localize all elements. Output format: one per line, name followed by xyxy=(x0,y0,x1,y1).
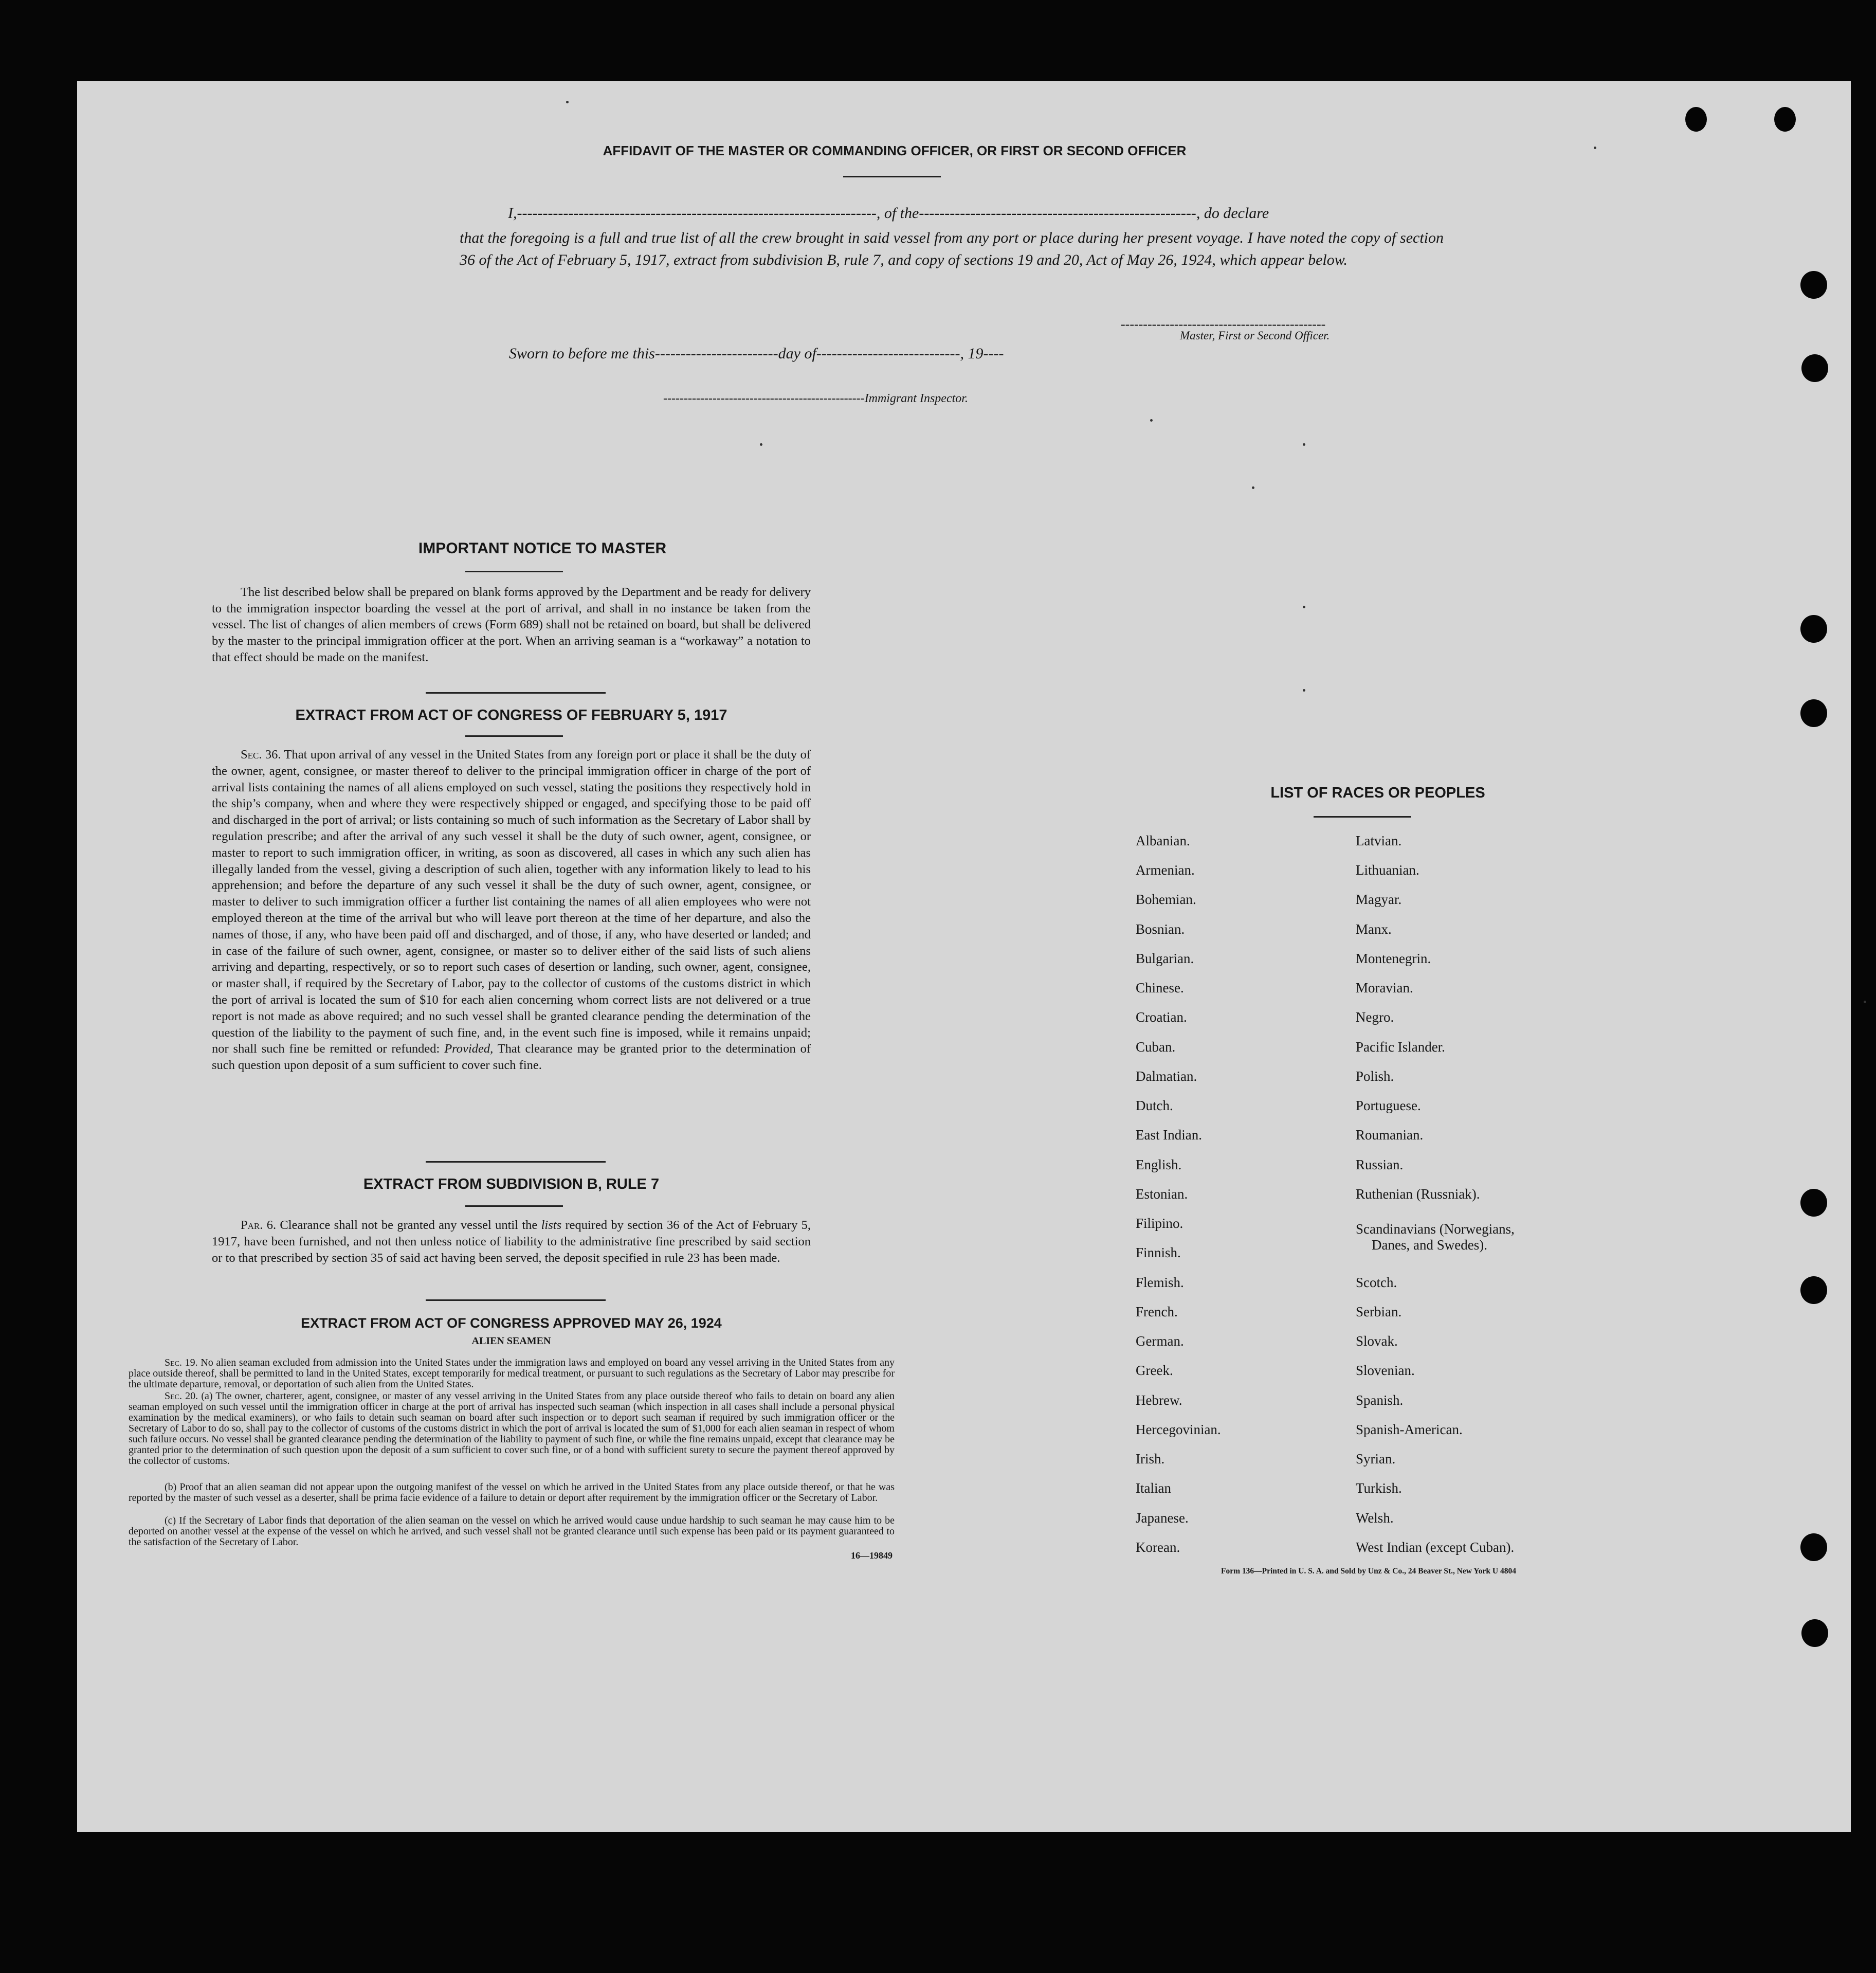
notice-text: The list described below shall be prepared on blank forms approved by the Department and be ready for delivery to the immigration inspector boarding the vessel at the port of arrival, and shall in no instance be taken from the vessel. The list of changes of alien members of crews (Form 689) shall not be retained on board, but shall be delivered by the master to the principal immigration officer at the port. When an arriving seaman is a “workaway” a notation to that effect should be made on the manifest. xyxy=(212,585,811,664)
speck xyxy=(1303,606,1305,608)
alien-seamen-subtitle: ALIEN SEAMEN xyxy=(471,1335,551,1347)
affidavit-title: AFFIDAVIT OF THE MASTER OR COMMANDING OFFICER, OR FIRST OR SECOND OFFICER xyxy=(603,143,1187,158)
punch-hole xyxy=(1685,107,1707,132)
affidavit-title-rule xyxy=(843,176,941,177)
extract-1917-text xyxy=(212,747,811,1074)
sec20a-text xyxy=(129,1391,895,1467)
race-item: Portuguese. xyxy=(1356,1098,1421,1113)
form-footer-note: Form 136—Printed in U. S. A. and Sold by Unz & Co., 24 Beaver St., New York U 4804 xyxy=(1221,1567,1516,1576)
race-item: Japanese. xyxy=(1136,1510,1189,1526)
name-blank: ---------------------------------------------------------------------- xyxy=(517,205,877,222)
rule7-body-b: required by section 36 of the Act of February 5, 1917, have been furnished, and not then unless notice of liability to the administrative fine prescribed by said section or to that prescribed by section 35 of said act having been served, the deposit specified in rule 23 has been made. xyxy=(212,1218,811,1265)
sec36-label: Sec. 36. xyxy=(241,748,281,762)
sec36-end: That clearance may be granted prior to the determination of such question upon deposit of a sum sufficient to cover such fine. xyxy=(212,1042,811,1073)
race-item: Flemish. xyxy=(1136,1275,1184,1290)
punch-hole xyxy=(1801,1619,1828,1647)
inspector-label: Immigrant Inspector. xyxy=(864,392,968,405)
punch-hole xyxy=(1800,1189,1827,1217)
race-item: Ruthenian (Russniak). xyxy=(1356,1186,1480,1202)
race-item: Polish. xyxy=(1356,1069,1394,1084)
race-item: Scandinavians (Norwegians, xyxy=(1356,1221,1515,1237)
race-item: Montenegrin. xyxy=(1356,951,1431,966)
race-item: Syrian. xyxy=(1356,1451,1396,1467)
signature-label: Master, First or Second Officer. xyxy=(1180,329,1330,342)
month-blank: ---------------------------- xyxy=(816,345,960,362)
race-item: German. xyxy=(1136,1333,1184,1349)
race-item: Croatian. xyxy=(1136,1009,1187,1025)
sec19-label: Sec. 19. xyxy=(165,1357,198,1368)
race-item: Irish. xyxy=(1136,1451,1165,1467)
race-item: Serbian. xyxy=(1356,1304,1402,1319)
lists-word: lists xyxy=(541,1218,562,1232)
race-item: Bohemian. xyxy=(1136,892,1196,907)
race-item: West Indian (except Cuban). xyxy=(1356,1540,1515,1555)
race-item: Bulgarian. xyxy=(1136,951,1194,966)
race-item: Dutch. xyxy=(1136,1098,1173,1113)
sworn-year: , 19---- xyxy=(960,345,1004,362)
race-item: Welsh. xyxy=(1356,1510,1394,1526)
speck xyxy=(1252,486,1254,489)
race-item: Pacific Islander. xyxy=(1356,1039,1445,1055)
affidavit-do-declare: , do declare xyxy=(1196,205,1269,222)
race-item: Manx. xyxy=(1356,921,1392,937)
speck xyxy=(1864,1001,1866,1003)
inspector-line xyxy=(663,392,1126,406)
speck xyxy=(566,101,569,103)
provided-word: Provided, xyxy=(444,1042,494,1056)
form-code: 16—19849 xyxy=(851,1550,893,1561)
par6-label: Par. 6. xyxy=(241,1218,277,1232)
signature-line: ---------------------------------------------- xyxy=(1121,317,1326,332)
race-item: Hebrew. xyxy=(1136,1392,1182,1408)
notice-title: IMPORTANT NOTICE TO MASTER xyxy=(418,540,667,557)
rule7-body-a: Clearance shall not be granted any vessel until the xyxy=(280,1218,538,1232)
affidavit-i: I, xyxy=(508,205,517,222)
extract-1917-title: EXTRACT FROM ACT OF CONGRESS OF FEBRUARY 5, 1917 xyxy=(295,707,727,723)
affidavit-text: that the foregoing is a full and true list of all the crew brought in said vessel from any port or place during her present voyage. I have noted the copy of section 36 of the Act of February 5, 1917, extract from subdivision B, rule 7, and copy of sections 19 and 20, Act of May 26, 1924, which appear below. xyxy=(460,229,1444,268)
race-item: Magyar. xyxy=(1356,892,1402,907)
affidavit-of-the: , of the xyxy=(876,205,919,222)
punch-hole xyxy=(1774,107,1796,132)
race-item: Slovak. xyxy=(1356,1333,1398,1349)
race-item: Armenian. xyxy=(1136,862,1195,878)
speck xyxy=(1150,419,1153,422)
race-item: Slovenian. xyxy=(1356,1363,1415,1378)
race-item: Spanish-American. xyxy=(1356,1422,1463,1437)
rule7-title: EXTRACT FROM SUBDIVISION B, RULE 7 xyxy=(363,1176,660,1192)
sec19-body: No alien seaman excluded from admission into the United States under the immigration laws and employed on board any vessel arriving in the United States from any place outside thereof, shall be permitted to land in the United States, except temporarily for medical treatment, or pursuant to such regulations as the Secretary of Labor may prescribe for the ultimate departure, removal, or deportation of such alien from the United States. xyxy=(129,1357,895,1390)
extract-1917-rule xyxy=(465,735,563,737)
races-title-rule xyxy=(1314,816,1411,818)
sworn-day: day of xyxy=(778,345,816,362)
notice-end-rule xyxy=(426,692,606,694)
race-item: Scotch. xyxy=(1356,1275,1397,1290)
rule7-end-rule xyxy=(426,1299,606,1301)
race-item: Roumanian. xyxy=(1356,1127,1424,1143)
sec19-text xyxy=(129,1357,895,1390)
vessel-blank: ------------------------------------------------------ xyxy=(919,205,1196,222)
race-item: Bosnian. xyxy=(1136,921,1185,937)
race-item: Moravian. xyxy=(1356,980,1413,995)
punch-hole xyxy=(1801,354,1828,382)
punch-hole xyxy=(1800,1533,1827,1561)
speck xyxy=(1303,689,1305,692)
race-item: Dalmatian. xyxy=(1136,1069,1197,1084)
race-item: Hercegovinian. xyxy=(1136,1422,1221,1437)
punch-hole xyxy=(1800,1276,1827,1304)
rule7-rule xyxy=(465,1205,563,1207)
affidavit-declare-line xyxy=(508,205,1444,222)
sec20b-text: (b) Proof that an alien seaman did not appear upon the outgoing manifest of the vessel on which he arrived in the United States from any place outside thereof, or that he was reported by the master of such vessel as a deserter, shall be prima facie evidence of a failure to detain or deport after requirement by the immigration officer or the Secretary of Labor. xyxy=(129,1481,895,1504)
sec36-body: That upon arrival of any vessel in the United States from any foreign port or place it shall be the duty of the owner, agent, consignee, or master thereof to deliver to the principal immigration officer in charge of the port of arrival lists containing the names of all aliens employed on such vessel, stating the positions they respectively hold in the ship’s company, when and where they were respectively shipped or engaged, and specifying those to be paid off and discharged in the port of arrival; or lists containing so much of such information as the Secretary of Labor shall by regulation prescribe; and after the arrival of any such vessel it shall be the duty of such owner, agent, consignee, or master to report to such immigration officer, in writing, as soon as discovered, all cases in which any such alien has illegally landed from the vessel, giving a description of such alien, together with any information likely to lead to his apprehension; and before the departure of any such vessel it shall be the duty of such owner, agent, consignee, or master to deliver to such immigration officer a further list containing the names of all alien employees who were not employed thereon at the time of the arrival but who will leave port thereon at the time of her departure, and also the names of those, if any, who have been paid off and discharged, and of those, if any, who have deserted or landed; and in case of the failure of such owner, agent, consignee, or master so to deliver either of the said lists of such aliens arriving and departing, respectively, or so to report such cases of desertion or landing, such owner, agent, consignee, or master shall, if required by the Secretary of Labor, pay to the collector of customs of the customs district in which the port of arrival is located the sum of $10 for each alien concerning whom correct lists are not delivered or a true report is not made as above required; and no such vessel shall be granted clearance pending the determination of the question of the liability to the payment of such fine, and, in the event such fine is imposed, while it remains unpaid; nor shall such fine be remitted or refunded: xyxy=(212,748,811,1056)
race-item: Lithuanian. xyxy=(1356,862,1419,878)
race-item: Albanian. xyxy=(1136,833,1190,848)
race-item: East Indian. xyxy=(1136,1127,1202,1143)
extract-1924-title: EXTRACT FROM ACT OF CONGRESS APPROVED MAY 26, 1924 xyxy=(301,1315,722,1331)
speck xyxy=(1303,443,1305,446)
race-item: Turkish. xyxy=(1356,1480,1402,1496)
race-item: Latvian. xyxy=(1356,833,1402,848)
race-item: Cuban. xyxy=(1136,1039,1176,1055)
race-item: Spanish. xyxy=(1356,1392,1404,1408)
races-title: LIST OF RACES OR PEOPLES xyxy=(1270,785,1485,801)
race-item: French. xyxy=(1136,1304,1178,1319)
sec20-label: Sec. 20. xyxy=(165,1390,198,1402)
race-item: Danes, and Swedes). xyxy=(1372,1237,1487,1253)
race-item: Italian xyxy=(1136,1480,1171,1496)
day-blank: ------------------------ xyxy=(654,345,778,362)
sworn-text: Sworn to before me this xyxy=(509,345,655,362)
speck xyxy=(760,443,762,446)
race-item: Finnish. xyxy=(1136,1245,1181,1260)
sworn-line xyxy=(509,345,1146,363)
race-item: Estonian. xyxy=(1136,1186,1188,1202)
race-item: Greek. xyxy=(1136,1363,1173,1378)
punch-hole xyxy=(1800,699,1827,727)
punch-hole xyxy=(1800,615,1827,643)
race-item: Chinese. xyxy=(1136,980,1184,995)
speck xyxy=(1594,147,1596,149)
race-item: English. xyxy=(1136,1157,1182,1172)
race-item: Filipino. xyxy=(1136,1216,1183,1231)
inspector-blank: ------------------------------------------------- xyxy=(663,392,865,405)
race-item: Russian. xyxy=(1356,1157,1404,1172)
notice-title-rule xyxy=(465,571,563,572)
race-item: Korean. xyxy=(1136,1540,1180,1555)
sec20c-text: (c) If the Secretary of Labor finds that deportation of the alien seaman on the vessel on which he arrived would cause undue hardship to such seaman he may cause him to be deported on another vessel at the expense of the vessel on which he arrived, and such vessel shall not be granted clearance until such expense has been paid or its payment guaranteed to the satisfaction of the Secretary of Labor. xyxy=(129,1515,895,1548)
rule7-text xyxy=(212,1217,811,1266)
extract-1917-end-rule xyxy=(426,1161,606,1163)
punch-hole xyxy=(1800,271,1827,299)
sec20a-body: (a) The owner, charterer, agent, consignee, or master of any vessel arriving in the United States from any place outside thereof who fails to detain on board any alien seaman employed on such vessel until the immigration officer in charge at the port of arrival has inspected such seaman (which inspection in all cases shall include a personal physical examination by the medical examiners), or who fails to detain such seaman on board after such inspection or to deport such seaman if required by such immigration officer or the Secretary of Labor to do so, shall pay to the collector of customs of the customs district in which the port of arrival is located the sum of $1,000 for each alien seaman in respect of whom such failure occurs. No vessel shall be granted clearance pending the determination of the liability to payment of such fine, or while the fine remains unpaid, except that clearance may be granted prior to the determination of such question upon the deposit of a sum sufficient to cover such fine, or of a bond with sufficient surety to secure the payment thereof approved by the collector of customs. xyxy=(129,1390,895,1467)
race-item: Negro. xyxy=(1356,1009,1394,1025)
